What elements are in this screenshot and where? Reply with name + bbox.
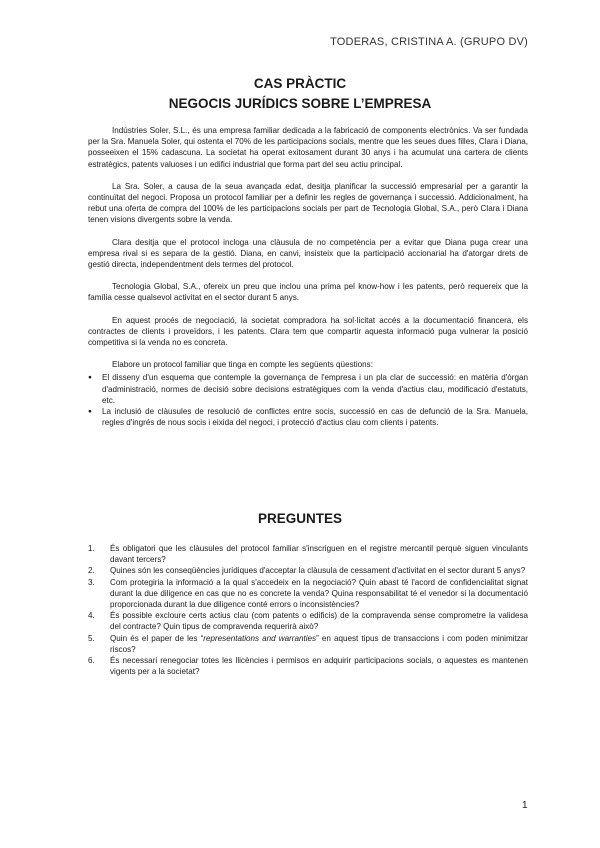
question-number: 6. [88, 656, 95, 666]
task-bullet-list [88, 372, 528, 428]
document-header: TODERAS, CRISTINA A. (GRUPO DV) [330, 36, 528, 48]
question-text-emphasis: representations and warranties [203, 633, 317, 643]
question-text: És necessari renegociar totes les llicències i permisos en adquirir participacions socials, o aquestes es mantenen vigents per a la societat? [110, 656, 528, 677]
questions-list [88, 543, 528, 677]
question-4 [88, 610, 528, 632]
section-title-preguntes: PREGUNTES [257, 511, 342, 526]
question-2 [88, 565, 528, 576]
document-title [0, 74, 600, 114]
question-text: És obligatori que les clàusules del protocol familiar s'inscriguen en el registre mercantil perquè siguen vinculants davant tercers? [110, 544, 528, 565]
task-bullet-1: ● El disseny d'un esquema que contemple la governança de l'empresa i un pla clar de successió: en matèria d'òrgan d'administració, normes de decisió sobre decisions estratègiques com la venda d'actius clau, modificació d'estatuts, etc. [88, 372, 528, 406]
question-text: És possible excloure certs actius clau (com patents o edificis) de la compravenda sense comprometre la validesa del contracte? Quin tipus de compravenda requerirà això? [110, 611, 528, 632]
question-text-before: Quin és el paper de les “ [110, 633, 204, 643]
title-line-2: NEGOCIS JURÍDICS SOBRE L’EMPRESA [168, 96, 432, 111]
question-text: Quines són les conseqüències jurídiques d'acceptar la clàusula de cessament d'activitat en el sector durant 5 anys? [110, 566, 526, 576]
question-number: 2. [88, 566, 95, 576]
case-body [88, 125, 528, 428]
task-bullet-2: ● La inclusió de clàusules de resolució de conflictes entre socis, successió en cas de defunció de la Sra. Manuela, regles d'ingrés de nous socis i eixida del negoci, i protecció d'actius clau com clients i patents. [88, 406, 528, 428]
question-number: 4. [88, 611, 95, 621]
page-number: 1 [522, 800, 528, 811]
paragraph-5: En aquest procés de negociació, la societat compradora ha sol·licitat accés a la documentació financera, els contractes de clients i proveïdors, i les patents. Clara tem que compartir aquesta informació puga vulnerar la posició competitiva si la venda no es concreta. [88, 315, 528, 348]
question-text: Com protegiria la informació a la qual s'accedeix en la negociació? Quin abast té l'acord de confidencialitat signat durant la due diligence en cas que no es concrete la venda? Quina responsabilitat té el venedor si la documentació proporcionada durant la due diligence conté errors o inconsistències? [110, 577, 528, 610]
question-3 [88, 577, 528, 611]
task-intro: Elabore un protocol familiar que tinga en compte les següents qüestions: [112, 360, 373, 370]
paragraph-1: Indústries Soler, S.L., és una empresa familiar dedicada a la fabricació de components electrònics. Va ser fundada per la Sra. Manuela Soler, qui ostenta el 70% de les participacions socials, mentre que les seues dues filles, Clara i Diana, posseeixen el 15% cadascuna. La societat ha operat exitosament durant 30 anys i ha acumulat una cartera de clients estratègics, patents valuoses i un edifici industrial que forma part del seu actiu principal. [88, 126, 528, 169]
paragraph-4: Tecnologia Global, S.A., ofereix un preu que inclou una prima pel know-how i les patents, però requereix que la família cesse qualsevol activitat en el sector durant 5 anys. [88, 282, 528, 303]
title-line-1: CAS PRÀCTIC [253, 76, 347, 91]
question-number: 5. [88, 633, 95, 643]
question-text-after: ” en aquest tipus de transaccions i com poden minimitzar riscos? [110, 633, 528, 654]
question-6 [88, 655, 528, 677]
question-5 [88, 633, 528, 655]
question-number: 3. [88, 577, 95, 587]
paragraph-3: Clara desitja que el protocol incloga una clàusula de no competència per a evitar que Diana puga crear una empresa rival si es separa de la gestió. Diana, en canvi, insisteix que la participació accionarial ha d'atorgar drets de gestió directa, independentment dels termes del protocol. [88, 237, 528, 270]
question-number: 1. [88, 544, 95, 553]
paragraph-2: La Sra. Soler, a causa de la seua avançada edat, desitja planificar la successió empresarial per a garantir la continuïtat del negoci. Proposa un protocol familiar per a definir les regles de governança i successió. Addicionalment, ha rebut una oferta de compra del 100% de les participacions socials per part de Tecnologia Global, S.A., però Clara i Diana tenen visions divergents sobre la venda. [88, 181, 528, 225]
question-1 [88, 543, 528, 565]
